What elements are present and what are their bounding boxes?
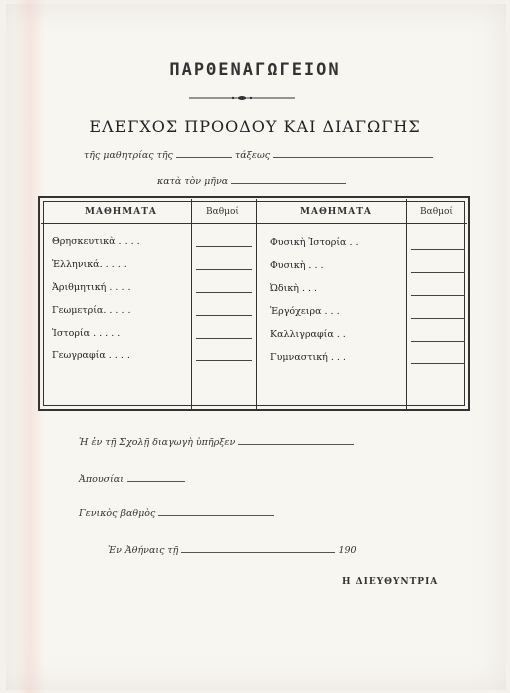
date-label: Ἐν Ἀθήναις τῇ (108, 545, 179, 556)
subject-left: Ἀριθμητική . . . . (52, 282, 131, 293)
grade-blank-right[interactable] (411, 272, 465, 273)
subject-left: Ἱστορία . . . . . (52, 328, 121, 339)
grade-blank-right[interactable] (411, 318, 465, 319)
table-divider-middle (256, 199, 257, 409)
grade-blank-right[interactable] (411, 249, 465, 250)
col-grades-right: Βαθμοί (420, 207, 453, 217)
subject-left: Γεωμετρία. . . . . (52, 305, 131, 316)
school-name: ΠΑΡΘΕΝΑΓΩΓΕΙΟΝ (169, 60, 341, 80)
absences-label: Ἀπουσίαι (79, 474, 124, 485)
general-grade-label: Γενικὸς βαθμὸς (79, 508, 156, 519)
absences-line (79, 471, 185, 485)
conduct-blank[interactable] (238, 434, 354, 445)
grade-blank-right[interactable] (411, 363, 465, 364)
conduct-label: Ἡ ἐν τῇ Σχολῇ διαγωγὴ ὑπῆρξεν (79, 437, 236, 448)
grade-blank-left[interactable] (196, 269, 252, 270)
subject-left: Θρησκευτικὰ . . . . (52, 236, 140, 247)
class-blank[interactable] (273, 147, 433, 158)
grade-blank-right[interactable] (411, 295, 465, 296)
subject-left: Ἑλληνικά. . . . . (52, 259, 127, 270)
form-title: ΕΛΕΓΧΟΣ ΠΡΟΟΔΟΥ ΚΑΙ ΔΙΑΓΩΓΗΣ (89, 117, 421, 136)
col-grades-left: Βαθμοί (206, 207, 239, 217)
subject-right: Ἐργόχειρα . . . (270, 306, 340, 317)
class-label: τάξεως (234, 150, 271, 161)
col-subjects-right: ΜΑΘΗΜΑΤΑ (300, 207, 372, 217)
grade-blank-left[interactable] (196, 246, 252, 247)
grade-blank-left[interactable] (196, 338, 252, 339)
year-prefix: 190 (338, 545, 357, 556)
grade-blank-left[interactable] (196, 292, 252, 293)
subject-right: Καλλιγραφία . . (270, 329, 346, 340)
grade-blank-left[interactable] (196, 315, 252, 316)
month-label: κατὰ τὸν μῆνα (157, 176, 229, 187)
subject-right: Ὠδικὴ . . . (270, 283, 318, 294)
subject-right: Φυσικὴ . . . (270, 260, 324, 271)
table-divider-grade-right (406, 199, 407, 409)
grade-blank-right[interactable] (411, 341, 465, 342)
student-name-blank[interactable] (176, 147, 232, 158)
date-blank[interactable] (181, 542, 335, 553)
student-line (84, 147, 433, 161)
col-subjects-left: ΜΑΘΗΜΑΤΑ (85, 207, 157, 217)
absences-blank[interactable] (127, 471, 185, 482)
signature-director: Η ΔΙΕΥΘΥΝΤΡΙΑ (342, 577, 439, 587)
general-grade-line (79, 505, 274, 519)
subject-right: Γυμναστική . . . (270, 352, 346, 363)
general-grade-blank[interactable] (158, 505, 274, 516)
table-header-rule (41, 223, 467, 224)
conduct-line (79, 434, 354, 448)
student-label: τῆς μαθητρίας τῆς (84, 150, 173, 161)
subject-left: Γεωγραφία . . . . (52, 350, 130, 361)
month-line (157, 173, 346, 187)
grade-blank-left[interactable] (196, 360, 252, 361)
table-divider-grade-left (191, 199, 192, 409)
date-line (108, 542, 357, 556)
subject-right: Φυσικὴ Ἱστορία . . (270, 237, 359, 248)
ornament-divider (187, 94, 297, 102)
month-blank[interactable] (231, 173, 346, 184)
